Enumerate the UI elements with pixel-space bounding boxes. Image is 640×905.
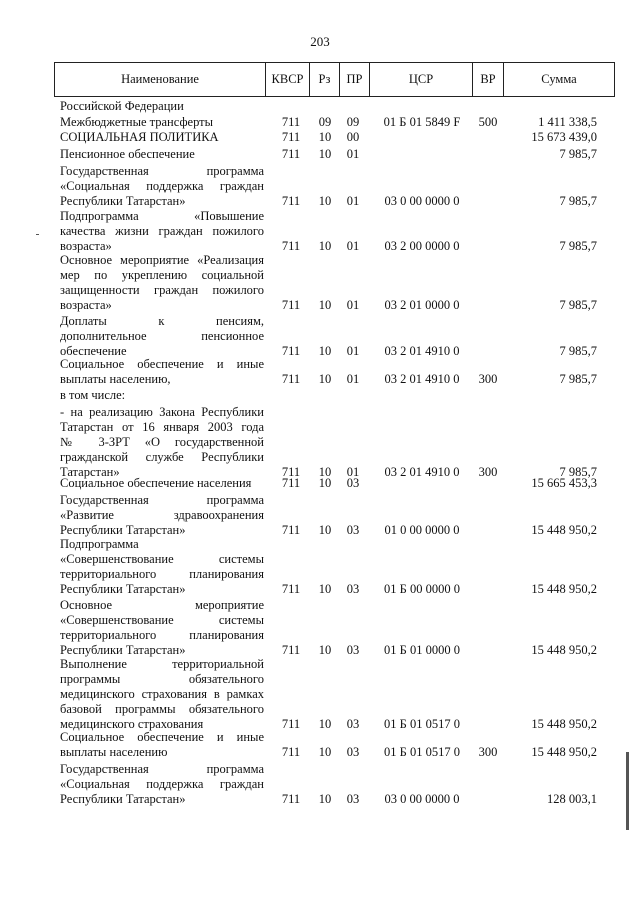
scan-edge-mark	[626, 752, 629, 830]
row-name-line: Социальное обеспечение населения	[60, 476, 252, 490]
row-rz: 10	[318, 792, 332, 806]
row-csr: 01 Б 01 5849 F	[383, 115, 461, 129]
row-kvsr: 711	[281, 298, 301, 312]
row-name-line: Республики Татарстан»	[60, 194, 186, 208]
row-sum: 7 985,7	[559, 194, 597, 208]
row-name	[60, 164, 264, 209]
row-name-line: защищенности граждан пожилого	[60, 283, 264, 297]
row-rz: 10	[318, 194, 332, 208]
row-csr: 01 0 00 0000 0	[384, 523, 460, 537]
row-name	[60, 253, 264, 313]
row-pr: 03	[346, 523, 360, 537]
row-pr: 09	[346, 115, 360, 129]
header-sum: Сумма	[504, 62, 615, 97]
row-kvsr: 711	[281, 130, 301, 144]
row-name-line: качества жизни граждан пожилого	[60, 224, 264, 238]
row-pr: 01	[346, 344, 360, 358]
row-name	[60, 147, 264, 162]
scan-dot	[36, 234, 39, 235]
row-sum: 15 448 950,2	[531, 717, 597, 731]
row-rz: 09	[318, 115, 332, 129]
row-name-line: выплаты населению	[60, 745, 168, 759]
row-rz: 10	[318, 130, 332, 144]
row-kvsr: 711	[281, 239, 301, 253]
header-kvsr: КВСР	[266, 62, 310, 97]
row-rz: 10	[318, 476, 332, 490]
page-number: 203	[310, 34, 330, 49]
row-csr: 03 0 00 0000 0	[384, 194, 460, 208]
row-name-line: территориального планирования	[60, 628, 264, 642]
row-name-line: возраста»	[60, 298, 112, 312]
row-name-line: «Социальная поддержка граждан	[60, 777, 264, 791]
row-name	[60, 115, 264, 130]
row-csr: 03 2 01 4910 0	[384, 372, 460, 386]
row-name-line: № 3-ЗРТ «О государственной	[60, 435, 264, 449]
row-name-line: Пенсионное обеспечение	[60, 147, 195, 161]
row-name	[60, 476, 264, 491]
row-name-line: «Социальная поддержка граждан	[60, 179, 264, 193]
row-name-line: Доплаты к пенсиям,	[60, 314, 264, 328]
row-vr: 300	[478, 372, 498, 386]
row-rz: 10	[318, 745, 332, 759]
row-kvsr: 711	[281, 147, 301, 161]
row-name-line: Российской Федерации	[60, 99, 184, 113]
row-name	[60, 99, 264, 114]
row-name-line: Татарстан»	[60, 465, 120, 479]
row-rz: 10	[318, 298, 332, 312]
row-name-line: Основное мероприятие	[60, 598, 264, 612]
row-rz: 10	[318, 239, 332, 253]
row-name-line: - на реализацию Закона Республики	[60, 405, 264, 419]
row-sum: 7 985,7	[559, 147, 597, 161]
row-name-line: Татарстан от 16 января 2003 года	[60, 420, 264, 434]
row-name-line: Республики Татарстан»	[60, 792, 186, 806]
row-sum: 15 448 950,2	[531, 523, 597, 537]
row-name-line: Основное мероприятие «Реализация	[60, 253, 264, 267]
row-name	[60, 598, 264, 658]
row-sum: 15 673 439,0	[531, 130, 597, 144]
row-csr: 01 Б 01 0517 0	[384, 717, 460, 731]
row-csr: 01 Б 00 0000 0	[384, 582, 460, 596]
row-name-line: «Совершенствование системы	[60, 552, 264, 566]
row-pr: 03	[346, 643, 360, 657]
row-name	[60, 537, 264, 597]
row-name	[60, 730, 264, 760]
row-name-line: Государственная программа	[60, 164, 264, 178]
row-kvsr: 711	[281, 372, 301, 386]
row-sum: 7 985,7	[559, 298, 597, 312]
row-sum: 15 448 950,2	[531, 582, 597, 596]
header-vr: ВР	[473, 62, 504, 97]
row-name-line: Социальное обеспечение и иные	[60, 730, 264, 744]
row-rz: 10	[318, 643, 332, 657]
row-name-line: Подпрограмма «Повышение	[60, 209, 264, 223]
row-name-line: Республики Татарстан»	[60, 643, 186, 657]
row-sum: 7 985,7	[559, 372, 597, 386]
row-rz: 10	[318, 523, 332, 537]
row-name-line: территориального планирования	[60, 567, 264, 581]
row-name-line: обеспечение	[60, 344, 127, 358]
row-sum: 128 003,1	[547, 792, 597, 806]
row-rz: 10	[318, 147, 332, 161]
row-name-line: Республики Татарстан»	[60, 582, 186, 596]
row-pr: 03	[346, 792, 360, 806]
row-name-line: мер по укреплению социальной	[60, 268, 264, 282]
row-csr: 03 0 00 0000 0	[384, 792, 460, 806]
row-name-line: Межбюджетные трансферты	[60, 115, 214, 129]
row-rz: 10	[318, 372, 332, 386]
row-name	[60, 388, 264, 403]
row-sum: 15 665 453,3	[531, 476, 597, 490]
row-sum: 7 985,7	[559, 239, 597, 253]
row-name	[60, 657, 264, 732]
row-rz: 10	[318, 717, 332, 731]
row-csr: 03 2 01 4910 0	[384, 465, 460, 479]
row-kvsr: 711	[281, 523, 301, 537]
row-kvsr: 711	[281, 792, 301, 806]
row-name-line: базовой программы обязательного	[60, 702, 264, 716]
row-name-line: медицинского страхования в рамках	[60, 687, 264, 701]
row-pr: 00	[346, 130, 360, 144]
row-csr: 01 Б 01 0517 0	[384, 745, 460, 759]
row-name	[60, 209, 264, 254]
row-kvsr: 711	[281, 465, 301, 479]
row-csr: 01 Б 01 0000 0	[384, 643, 460, 657]
row-vr: 300	[478, 465, 498, 479]
row-name-line: Подпрограмма	[60, 537, 139, 551]
row-name-line: СОЦИАЛЬНАЯ ПОЛИТИКА	[60, 130, 219, 144]
row-name-line: программы обязательного	[60, 672, 264, 686]
row-kvsr: 711	[281, 582, 301, 596]
row-name-line: «Развитие здравоохранения	[60, 508, 264, 522]
header-pr: ПР	[340, 62, 370, 97]
row-name-line: выплаты населению,	[60, 372, 171, 386]
row-name	[60, 357, 264, 387]
row-sum: 15 448 950,2	[531, 643, 597, 657]
row-rz: 10	[318, 344, 332, 358]
header-rz: Рз	[310, 62, 340, 97]
row-vr: 500	[478, 115, 498, 129]
row-name-line: Государственная программа	[60, 762, 264, 776]
row-rz: 10	[318, 465, 332, 479]
row-name-line: медицинского страхования	[60, 717, 204, 731]
row-name	[60, 405, 264, 480]
row-name-line: Республики Татарстан»	[60, 523, 186, 537]
header-csr: ЦСР	[370, 62, 473, 97]
row-kvsr: 711	[281, 717, 301, 731]
row-pr: 03	[346, 476, 360, 490]
row-name-line: Выполнение территориальной	[60, 657, 264, 671]
row-sum: 7 985,7	[559, 465, 597, 479]
row-pr: 01	[346, 298, 360, 312]
row-kvsr: 711	[281, 643, 301, 657]
row-pr: 03	[346, 582, 360, 596]
row-name-line: возраста»	[60, 239, 112, 253]
row-name-line: Социальное обеспечение и иные	[60, 357, 264, 371]
row-kvsr: 711	[281, 745, 301, 759]
row-name-line: Государственная программа	[60, 493, 264, 507]
row-sum: 7 985,7	[559, 344, 597, 358]
row-pr: 01	[346, 465, 360, 479]
row-name	[60, 762, 264, 807]
row-kvsr: 711	[281, 194, 301, 208]
row-name-line: в том числе:	[60, 388, 126, 402]
row-csr: 03 2 00 0000 0	[384, 239, 460, 253]
row-name	[60, 130, 264, 145]
row-csr: 03 2 01 0000 0	[384, 298, 460, 312]
row-name	[60, 493, 264, 538]
row-pr: 01	[346, 147, 360, 161]
row-sum: 1 411 338,5	[538, 115, 597, 129]
row-pr: 01	[346, 239, 360, 253]
row-kvsr: 711	[281, 476, 301, 490]
row-pr: 01	[346, 372, 360, 386]
row-pr: 01	[346, 194, 360, 208]
row-kvsr: 711	[281, 344, 301, 358]
row-name	[60, 314, 264, 359]
row-pr: 03	[346, 717, 360, 731]
row-name-line: дополнительное пенсионное	[60, 329, 264, 343]
row-name-line: гражданской службе Республики	[60, 450, 264, 464]
row-csr: 03 2 01 4910 0	[384, 344, 460, 358]
row-kvsr: 711	[281, 115, 301, 129]
row-name-line: «Совершенствование системы	[60, 613, 264, 627]
row-rz: 10	[318, 582, 332, 596]
header-name: Наименование	[54, 62, 266, 97]
row-pr: 03	[346, 745, 360, 759]
row-sum: 15 448 950,2	[531, 745, 597, 759]
row-vr: 300	[478, 745, 498, 759]
